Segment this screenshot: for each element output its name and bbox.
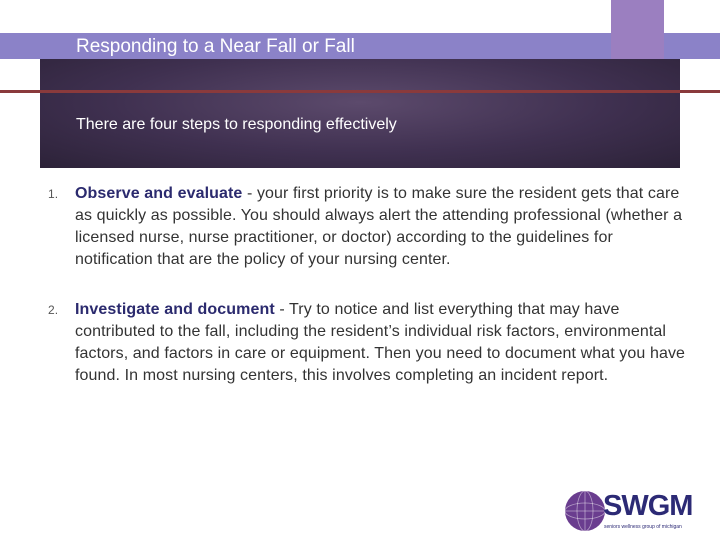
step-heading: Investigate and document xyxy=(75,301,275,318)
list-item xyxy=(48,183,688,271)
step-number: 1. xyxy=(48,187,59,201)
slide-title: Responding to a Near Fall or Fall xyxy=(76,36,355,57)
slide-subtitle: There are four steps to responding effectively xyxy=(76,116,397,133)
steps-list xyxy=(48,183,688,387)
step-heading: Observe and evaluate xyxy=(75,185,243,202)
corner-accent xyxy=(611,0,664,59)
list-item xyxy=(48,299,688,387)
step-text: - your first priority is to make sure the resident gets that care as quickly as possible. You should always alert the attending professional (whether a licensed nurse, nurse practitioner, or doctor) according to the guidelines for notification that are the policy of your nursing center. xyxy=(75,185,683,268)
header-rule xyxy=(0,90,720,93)
header-panel xyxy=(40,59,680,168)
logo-tagline: seniors wellness group of michigan xyxy=(604,524,682,530)
step-number: 2. xyxy=(48,303,59,317)
step-text: - Try to notice and list everything that may have contributed to the fall, including the resident’s individual risk factors, environmental factors, and factors in care or equipment. Then you need to document what you have found. In most nursing centers, this involves completing an incident report. xyxy=(75,301,686,384)
logo-name: SWGM xyxy=(603,490,693,522)
